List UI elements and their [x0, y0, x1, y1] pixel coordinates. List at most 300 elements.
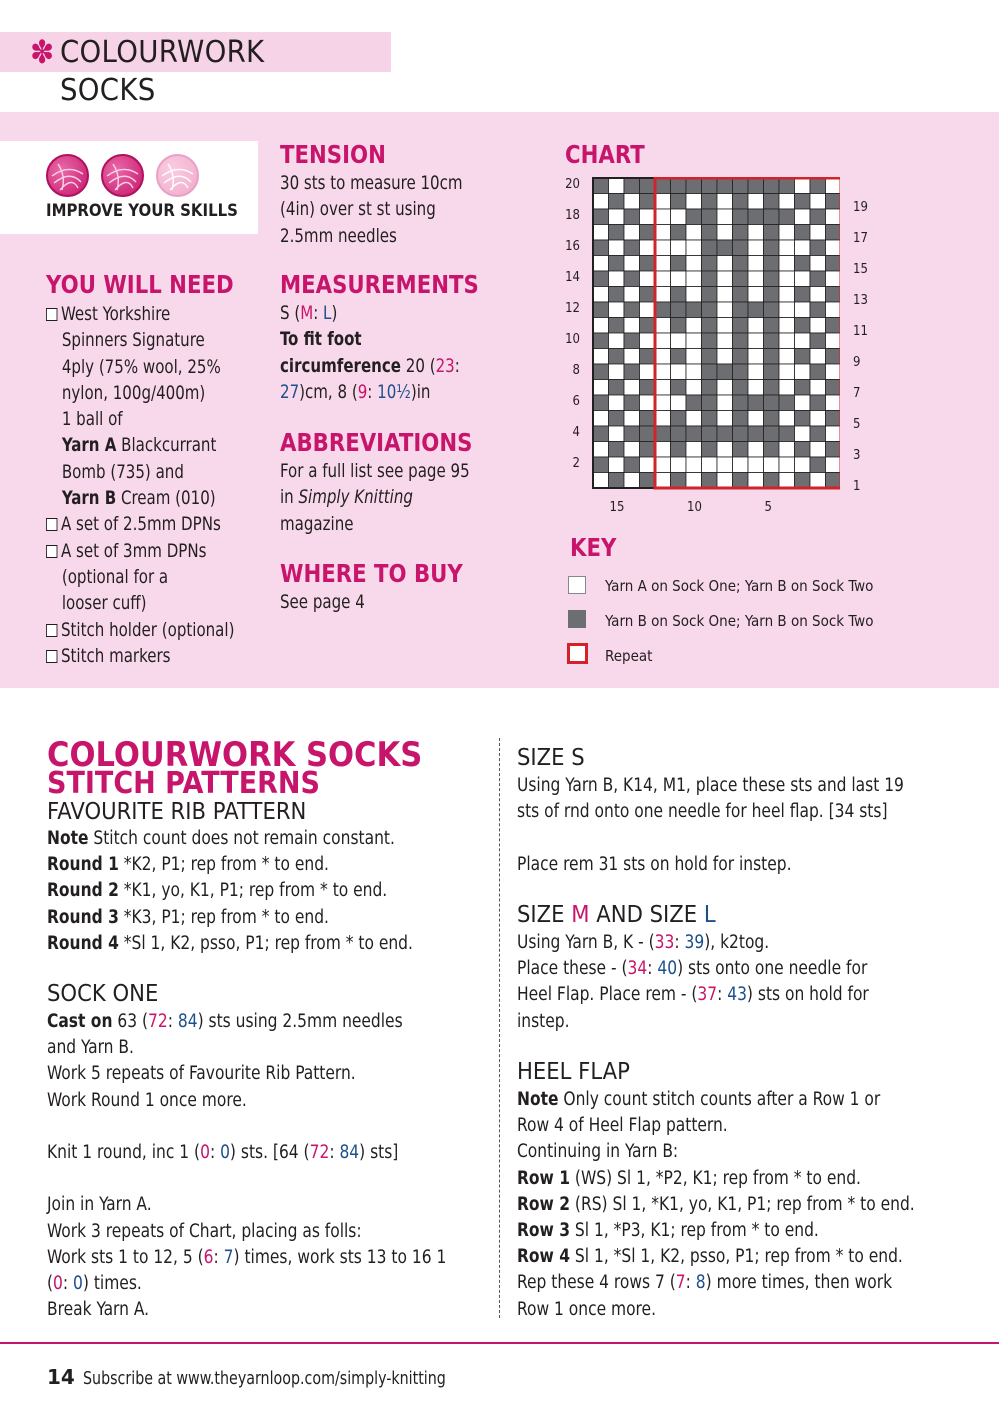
chart-cell — [810, 318, 826, 334]
body-text: Row 4 of Heel Flap pattern. — [517, 1115, 728, 1137]
chart-cell — [655, 271, 671, 287]
chart-cell — [702, 194, 718, 210]
chart-row-label: 12 — [565, 301, 580, 316]
colourwork-chart — [592, 177, 840, 490]
chart-cell — [640, 240, 656, 256]
body-text: : — [213, 1246, 224, 1268]
chart-cell — [671, 209, 687, 225]
note-text: Stitch count does not remain constant. — [88, 828, 395, 849]
chart-cell — [609, 178, 625, 194]
body-text: : — [329, 1142, 340, 1163]
chart-cell — [593, 209, 609, 225]
chart-cell — [593, 442, 609, 458]
chart-cell — [717, 380, 733, 396]
chart-cell — [810, 457, 826, 473]
body-text: ), k2tog. — [704, 932, 770, 953]
chart-cell — [748, 411, 764, 427]
chart-cell — [795, 426, 811, 442]
chart-cell — [810, 302, 826, 318]
body-text: ) sts. [64 ( — [229, 1142, 310, 1163]
chart-cell — [702, 178, 718, 194]
size-l: 0 — [73, 1273, 83, 1294]
chart-cell — [826, 380, 841, 396]
chart-cell — [655, 442, 671, 458]
size-text: : — [313, 302, 324, 324]
chart-cell — [702, 349, 718, 365]
chart-cell — [764, 442, 780, 458]
chart-cell — [593, 256, 609, 272]
chart-cell — [671, 457, 687, 473]
chart-cell — [795, 411, 811, 427]
chart-heading: CHART — [565, 140, 645, 169]
chart-cell — [655, 457, 671, 473]
measurements-section — [280, 270, 540, 405]
chart-cell — [717, 364, 733, 380]
chart-cell — [779, 287, 795, 303]
size-l: 39 — [684, 932, 705, 953]
round-text: *K3, P1; rep from * to end. — [118, 906, 329, 928]
footer-rule — [0, 1342, 999, 1344]
chart-cell — [655, 426, 671, 442]
chart-cell — [733, 473, 749, 489]
chart-cell — [655, 395, 671, 411]
body-text: Continuing in Yarn B: — [517, 1141, 679, 1163]
size-s-section — [517, 743, 957, 878]
chart-cell — [764, 287, 780, 303]
size-m: 7 — [675, 1272, 686, 1294]
heading-text: SIZE — [517, 902, 572, 928]
chart-cell — [764, 426, 780, 442]
chart-cell — [671, 194, 687, 210]
need-text: Stitch holder (optional) — [60, 618, 235, 641]
chart-cell — [795, 473, 811, 489]
page-number: 14 — [47, 1365, 75, 1389]
chart-cell — [826, 287, 841, 303]
chart-cell — [671, 426, 687, 442]
chart-cell — [640, 473, 656, 489]
chart-cell — [624, 178, 640, 194]
chart-cell — [795, 194, 811, 210]
chart-cell — [686, 380, 702, 396]
chart-cell — [717, 457, 733, 473]
chart-cell — [717, 333, 733, 349]
chart-cell — [810, 209, 826, 225]
chart-cell — [624, 333, 640, 349]
checkbox[interactable] — [46, 545, 57, 558]
body-text: Break Yarn A. — [47, 1299, 150, 1321]
chart-cell — [655, 473, 671, 489]
chart-cell — [609, 457, 625, 473]
need-text: Cream (010) — [116, 487, 216, 510]
chart-cell — [702, 411, 718, 427]
need-text: West Yorkshire — [60, 303, 171, 325]
chart-cell — [764, 178, 780, 194]
chart-cell — [764, 349, 780, 365]
chart-cell — [795, 380, 811, 396]
size-ml-section — [517, 900, 957, 1035]
chart-cell — [624, 302, 640, 318]
chart-cell — [609, 271, 625, 287]
chart-cell — [624, 473, 640, 489]
chart-cell — [779, 302, 795, 318]
fit-label: circumference — [280, 354, 401, 377]
chart-cell — [795, 271, 811, 287]
chart-cell — [717, 287, 733, 303]
round-text: *Sl 1, K2, psso, P1; rep from * to end. — [118, 932, 413, 954]
chart-cell — [640, 349, 656, 365]
chart-cell — [826, 178, 841, 194]
chart-cell — [733, 225, 749, 241]
chart-cell — [748, 380, 764, 396]
chart-cell — [655, 380, 671, 396]
chart-cell — [640, 380, 656, 396]
body-text: Place these - ( — [517, 958, 628, 980]
chart-cell — [764, 395, 780, 411]
chart-cell — [640, 318, 656, 334]
chart-cell — [640, 364, 656, 380]
where-to-buy-heading: WHERE TO BUY — [280, 559, 463, 588]
chart-cell — [671, 364, 687, 380]
chart-cell — [810, 364, 826, 380]
body-text: : — [717, 984, 728, 1006]
chart-cell — [686, 287, 702, 303]
chart-cell — [717, 194, 733, 210]
row-text: (RS) Sl 1, *K1, yo, K1, P1; rep from * to end. — [570, 1193, 915, 1215]
key-item: Yarn A on Sock One; Yarn B on Sock Two — [605, 577, 874, 595]
size-m: 37 — [697, 984, 718, 1006]
need-text: Stitch markers — [60, 644, 171, 667]
tension-section — [280, 140, 540, 249]
body-text: ) sts using 2.5mm needles — [197, 1011, 403, 1032]
need-text: (optional for a — [61, 565, 169, 588]
chart-cell — [593, 380, 609, 396]
chart-cell — [717, 178, 733, 194]
key-item: Repeat — [605, 647, 653, 665]
chart-cell — [779, 442, 795, 458]
heading-text: AND SIZE — [589, 902, 704, 928]
chart-row-label: 13 — [853, 292, 868, 308]
chart-cell — [733, 302, 749, 318]
row-text: Sl 1, *Sl 1, K2, psso, P1; rep from * to end. — [570, 1246, 903, 1268]
chart-cell — [640, 194, 656, 210]
chart-cell — [671, 256, 687, 272]
sock-one-heading: SOCK ONE — [47, 981, 159, 1007]
chart-cell — [671, 318, 687, 334]
chart-row-label: 4 — [572, 425, 580, 440]
size-m: 34 — [627, 958, 648, 980]
chart-cell — [609, 426, 625, 442]
chart-cell — [655, 302, 671, 318]
checkbox[interactable] — [46, 518, 57, 531]
chart-cell — [593, 178, 609, 194]
chart-cell — [655, 411, 671, 427]
chart-cell — [795, 457, 811, 473]
chart-cell — [764, 302, 780, 318]
chart-cell — [826, 271, 841, 287]
chart-cell — [686, 194, 702, 210]
chart-cell — [764, 209, 780, 225]
chart-cell — [609, 349, 625, 365]
chart-cell — [624, 395, 640, 411]
size-l: 0 — [220, 1142, 230, 1163]
size-m: 72 — [148, 1011, 168, 1032]
where-to-buy-section — [280, 559, 540, 615]
chart-cell — [655, 194, 671, 210]
chart-cell — [779, 473, 795, 489]
chart-cell — [717, 256, 733, 272]
tension-heading: TENSION — [280, 140, 386, 169]
chart-cell — [702, 225, 718, 241]
chart-cell — [686, 426, 702, 442]
chart-cell — [764, 225, 780, 241]
chart-row-label: 8 — [572, 363, 580, 378]
chart-cell — [764, 256, 780, 272]
chart-cell — [609, 411, 625, 427]
body-text: Row 1 once more. — [517, 1298, 656, 1320]
chart-cell — [748, 178, 764, 194]
chart-cell — [748, 395, 764, 411]
chart-cell — [810, 287, 826, 303]
chart-cell — [795, 364, 811, 380]
chart-cell — [702, 318, 718, 334]
body-text: : — [167, 1011, 178, 1032]
body-text: Place rem 31 sts on hold for instep. — [517, 853, 792, 875]
yarn-ball-icon — [156, 154, 199, 197]
chart-cell — [748, 473, 764, 489]
chart-cell — [640, 178, 656, 194]
chart-cell — [748, 457, 764, 473]
size-text: ) — [331, 302, 338, 324]
chart-cell — [655, 240, 671, 256]
size-s-heading: SIZE S — [517, 745, 585, 771]
chart-cell — [717, 271, 733, 287]
heel-flap-section — [517, 1057, 957, 1323]
round-label: Round 2 — [47, 880, 119, 902]
chart-cell — [702, 364, 718, 380]
chart-cell — [671, 271, 687, 287]
chart-row-label: 10 — [565, 332, 580, 347]
chart-cell — [671, 240, 687, 256]
chart-cell — [655, 209, 671, 225]
chart-cell — [795, 287, 811, 303]
need-text: Blackcurrant — [116, 434, 217, 457]
chart-cell — [593, 473, 609, 489]
size-l: 8 — [695, 1272, 706, 1294]
chart-cell — [593, 240, 609, 256]
fit-label: To fit foot — [280, 328, 362, 351]
chart-col-label: 15 — [609, 500, 625, 515]
size-m: 23 — [435, 354, 455, 377]
chart-cell — [779, 194, 795, 210]
chart-cell — [593, 271, 609, 287]
chart-cell — [795, 318, 811, 334]
chart-cell — [624, 364, 640, 380]
stitch-patterns-section — [47, 735, 487, 957]
chart-cell — [671, 178, 687, 194]
size-l: 84 — [339, 1142, 360, 1163]
abbreviations-heading: ABBREVIATIONS — [280, 428, 473, 457]
chart-cell — [624, 426, 640, 442]
chart-cell — [826, 240, 841, 256]
chart-cell — [764, 271, 780, 287]
chart-cell — [826, 349, 841, 365]
chart-col-label: 10 — [687, 500, 702, 515]
chart-cell — [702, 442, 718, 458]
abbreviations-section — [280, 428, 540, 537]
subscribe-link[interactable]: Subscribe at www.theyarnloop.com/simply-knitting — [82, 1368, 446, 1389]
note-label: Note — [47, 828, 89, 849]
chart-cell — [640, 426, 656, 442]
chart-cell — [779, 364, 795, 380]
chart-cell — [686, 256, 702, 272]
chart-cell — [764, 411, 780, 427]
chart-row-label: 14 — [565, 270, 580, 285]
chart-cell — [795, 333, 811, 349]
chart-cell — [640, 395, 656, 411]
chart-cell — [748, 240, 764, 256]
chart-cell — [671, 287, 687, 303]
magazine-name: Simply Knitting — [298, 486, 413, 509]
chart-cell — [671, 333, 687, 349]
chart-cell — [624, 194, 640, 210]
chart-cell — [624, 318, 640, 334]
body-text: ) sts] — [359, 1142, 399, 1163]
chart-row-label: 20 — [565, 177, 580, 192]
size-m: 0 — [53, 1273, 63, 1294]
chart-cell — [717, 395, 733, 411]
body-text: : — [209, 1142, 221, 1163]
chart-cell — [717, 225, 733, 241]
size-m: 0 — [200, 1142, 210, 1163]
chart-cell — [686, 395, 702, 411]
chart-cell — [593, 457, 609, 473]
chart-cell — [702, 380, 718, 396]
chart-cell — [733, 411, 749, 427]
fit-text: 20 ( — [401, 354, 436, 377]
chart-cell — [779, 318, 795, 334]
checkbox[interactable] — [46, 650, 57, 663]
chart-cell — [593, 333, 609, 349]
chart-cell — [810, 225, 826, 241]
chart-cell — [717, 442, 733, 458]
chart-cell — [624, 225, 640, 241]
body-text: Heel Flap. Place rem - ( — [517, 984, 698, 1006]
chart-cell — [779, 333, 795, 349]
size-m: M — [300, 302, 314, 324]
size-ml-heading — [517, 900, 922, 930]
round-label: Round 1 — [47, 854, 119, 876]
footer — [47, 1365, 495, 1389]
chart-cell — [624, 287, 640, 303]
chart-cell — [810, 411, 826, 427]
size-m: 33 — [654, 932, 675, 953]
chart-cell — [779, 271, 795, 287]
chart-cell — [640, 209, 656, 225]
chart-cell — [686, 178, 702, 194]
need-text: nylon, 100g/400m) — [61, 381, 206, 404]
body-text: ( — [47, 1273, 54, 1294]
chart-row-label: 1 — [853, 478, 861, 494]
chart-cell — [764, 473, 780, 489]
chart-cell — [748, 209, 764, 225]
chart-cell — [826, 426, 841, 442]
chart-cell — [748, 302, 764, 318]
body-text: ) sts on hold for — [746, 984, 869, 1006]
size-m: 72 — [309, 1142, 330, 1163]
measurements-heading: MEASUREMENTS — [280, 270, 479, 299]
chart-cell — [593, 395, 609, 411]
body-text: Using Yarn B, K - ( — [517, 932, 655, 953]
size-m: M — [571, 902, 590, 928]
chart-cell — [810, 380, 826, 396]
chart-cell — [686, 411, 702, 427]
chart-cell — [609, 225, 625, 241]
key-swatch-repeat — [567, 643, 588, 664]
chart-cell — [779, 411, 795, 427]
chart-cell — [671, 442, 687, 458]
chart-cell — [795, 302, 811, 318]
chart-cell — [779, 240, 795, 256]
chart-cell — [609, 318, 625, 334]
chart-cell — [764, 380, 780, 396]
page-title: COLOURWORK SOCKS — [60, 35, 265, 108]
yarn-ball-icon — [101, 154, 144, 197]
chart-cell — [655, 287, 671, 303]
rib-pattern-heading: FAVOURITE RIB PATTERN — [47, 799, 307, 825]
fit-text: : — [454, 354, 460, 377]
row-label: Row 3 — [517, 1220, 571, 1242]
checkbox[interactable] — [46, 624, 57, 637]
checkbox[interactable] — [46, 308, 57, 321]
note-label: Note — [517, 1089, 559, 1110]
body-text: Using Yarn B, K14, M1, place these sts and last 19 — [517, 775, 904, 796]
chart-row-label: 18 — [565, 208, 580, 223]
chart-cell — [733, 426, 749, 442]
chart-cell — [640, 271, 656, 287]
chart-cell — [826, 411, 841, 427]
you-will-need-section — [46, 270, 268, 669]
size-l: 43 — [727, 984, 747, 1006]
chart-cell — [779, 225, 795, 241]
chart-cell — [609, 333, 625, 349]
chart-cell — [748, 287, 764, 303]
chart-cell — [624, 271, 640, 287]
chart-cell — [702, 287, 718, 303]
chart-cell — [733, 349, 749, 365]
you-will-need-heading: YOU WILL NEED — [46, 270, 234, 299]
chart-cell — [810, 473, 826, 489]
row-label: Row 4 — [517, 1246, 571, 1268]
need-text: Bomb (735) and — [61, 460, 184, 483]
row-text: (WS) Sl 1, *P2, K1; rep from * to end. — [570, 1167, 861, 1189]
chart-cell — [655, 225, 671, 241]
chart-cell — [717, 473, 733, 489]
chart-cell — [810, 256, 826, 272]
chart-cell — [795, 349, 811, 365]
chart-cell — [795, 395, 811, 411]
chart-cell — [779, 457, 795, 473]
chart-cell — [702, 395, 718, 411]
chart-cell — [593, 225, 609, 241]
chart-cell — [609, 194, 625, 210]
chart-cell — [795, 442, 811, 458]
chart-cell — [810, 194, 826, 210]
chart-cell — [686, 302, 702, 318]
chart-cell — [810, 442, 826, 458]
chart-cell — [593, 287, 609, 303]
chart-cell — [609, 395, 625, 411]
chart-cell — [671, 411, 687, 427]
